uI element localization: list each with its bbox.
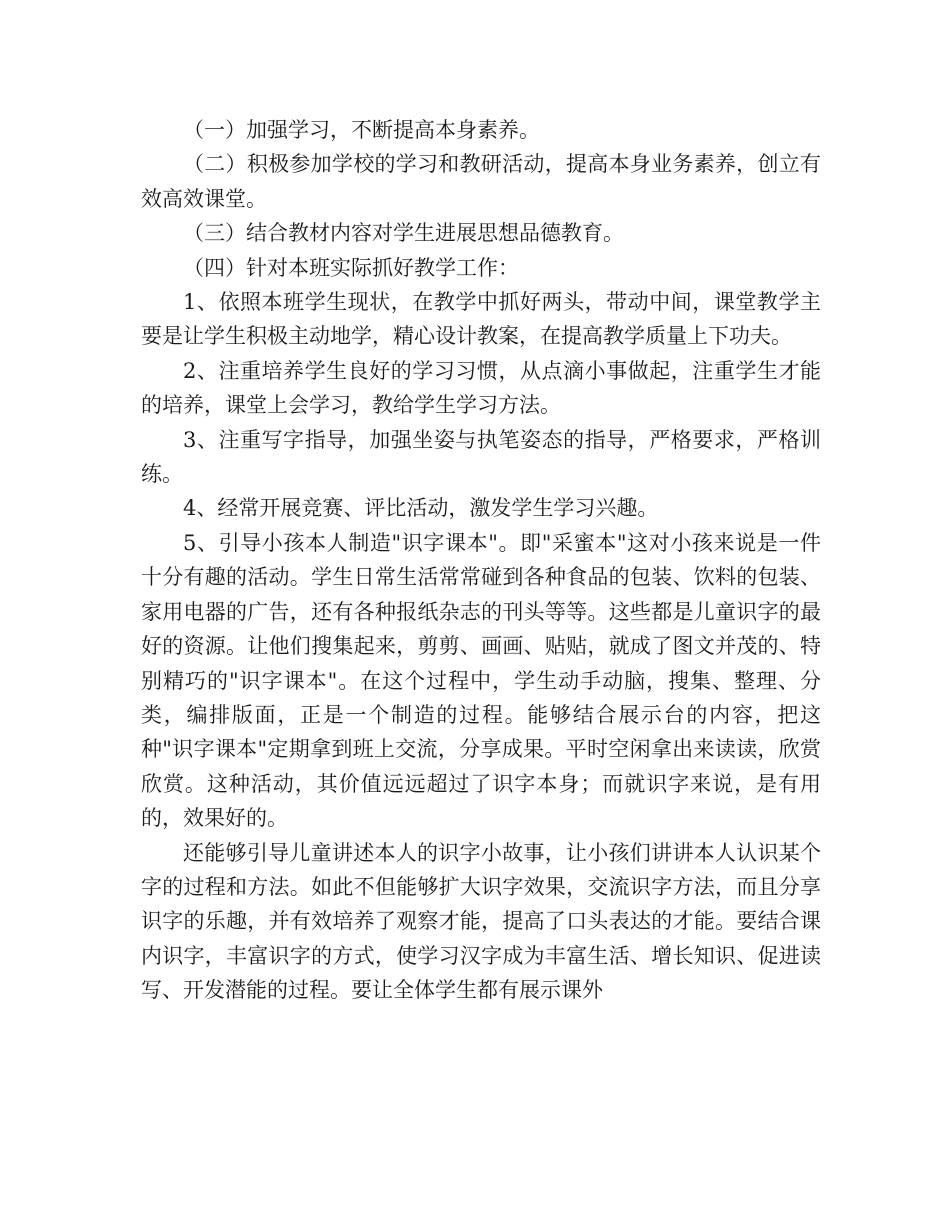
paragraph-item-4: 4、经常开展竞赛、评比活动，激发学生学习兴趣。 <box>183 496 659 521</box>
paragraph-item-5: 5、引导小孩本人制造"识字课本"。即"采蜜本"这对小孩来说是一件十分有趣的活动。学生日常生活常常碰到各种食品的包装、饮料的包装、家用电器的广告，还有各种报纸杂志的刊头等等。这些都是儿童识字的最好的资源。让他们搜集起来，剪剪、画画、贴贴，就成了图文并茂的、特别精巧的"识字课本"。在这个过程中，学生动手动脑，搜集、整理、分类，编排版面，正是一个制造的过程。能够结合展示台的内容，把这种"识字课本"定期拿到班上交流，分享成果。平时空闲拿出来读读，欣赏欣赏。这种活动，其价值远远超过了识字本身；而就识字来说，是有用的，效果好的。 <box>141 530 821 831</box>
paragraph-item-1: 1、依照本班学生现状，在教学中抓好两头，带动中间，课堂教学主要是让学生积极主动地学，精心设计教案，在提高教学质量上下功夫。 <box>141 290 821 349</box>
paragraph-moral-education: （三）结合教材内容对学生进展思想品德教育。 <box>183 221 624 246</box>
paragraph-item-2: 2、注重培养学生良好的学习习惯，从点滴小事做起，注重学生才能的培养，课堂上会学习，教给学生学习方法。 <box>141 358 821 418</box>
document-body <box>141 113 821 1008</box>
paragraph-research-activities: （二）积极参加学校的学习和教研活动，提高本身业务素养，创立有效高效课堂。 <box>141 152 821 211</box>
paragraph-teaching-work-heading: （四）针对本班实际抓好教学工作： <box>183 255 519 280</box>
paragraph-item-3: 3、注重写字指导，加强坐姿与执笔姿态的指导，严格要求，严格训练。 <box>141 427 821 487</box>
paragraph-strengthen-learning: （一）加强学习，不断提高本身素养。 <box>183 118 540 142</box>
paragraph-literacy-stories: 还能够引导儿童讲述本人的识字小故事，让小孩们讲讲本人认识某个字的过程和方法。如此不但能够扩大识字效果，交流识字方法，而且分享识字的乐趣，并有效培养了观察才能，提高了口头表达的才能。要结合课内识字，丰富识字的方式，使学习汉字成为丰富生活、增长知识、促进读写、开发潜能的过程。要让全体学生都有展示课外 <box>141 840 821 1003</box>
